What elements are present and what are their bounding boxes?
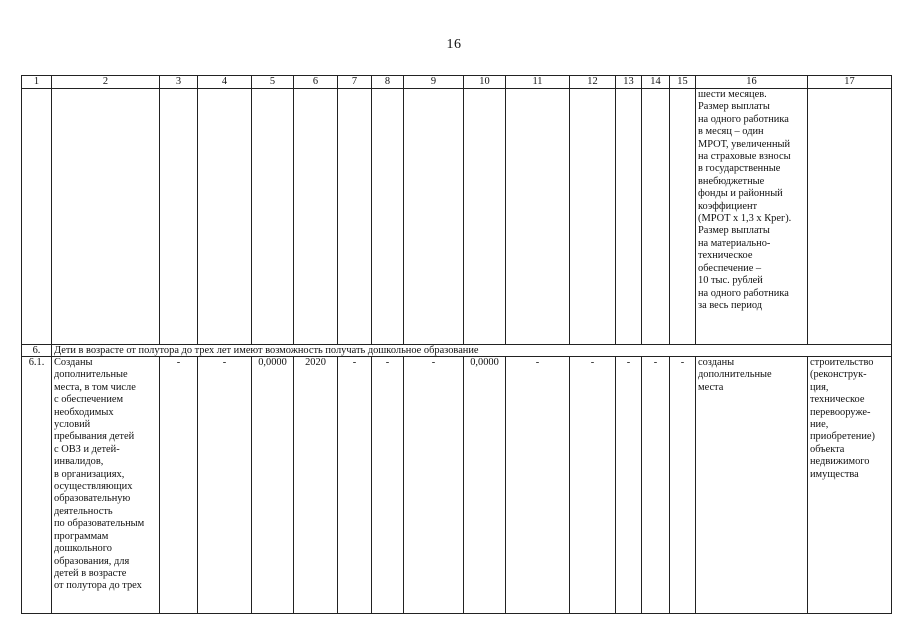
table-cell (570, 89, 616, 345)
result-characteristic: созданы дополнительные места (696, 357, 808, 614)
column-number: 15 (670, 76, 696, 89)
column-number: 4 (198, 76, 252, 89)
value-cell: - (670, 357, 696, 614)
value-cell: 0,0000 (464, 357, 506, 614)
table-cell (464, 89, 506, 345)
table-cell (404, 89, 464, 345)
column-number: 10 (464, 76, 506, 89)
page-number: 16 (446, 37, 462, 52)
value-cell: - (372, 357, 404, 614)
table-cell (294, 89, 338, 345)
column-number: 14 (642, 76, 670, 89)
value-cell: - (616, 357, 642, 614)
table-cell (52, 89, 160, 345)
table-cell (338, 89, 372, 345)
table-cell (252, 89, 294, 345)
column-number: 3 (160, 76, 198, 89)
value-cell: - (570, 357, 616, 614)
column-number: 7 (338, 76, 372, 89)
table-cell (160, 89, 198, 345)
row-number: 6.1. (22, 357, 52, 614)
value-cell: - (642, 357, 670, 614)
column-number: 8 (372, 76, 404, 89)
table-cell (670, 89, 696, 345)
section-row (22, 345, 892, 357)
value-cell: - (506, 357, 570, 614)
continuation-row (22, 89, 892, 345)
table-cell (22, 89, 52, 345)
year-cell: 2020 (294, 357, 338, 614)
result-description: Созданы дополнительные места, в том числе с обеспечением необходимых условий пребывания детей с ОВЗ и детей- инвалидов, в организациях, осуществляющих образовательную деятельность по образовательным программам дошкольного образования, для детей в возрасте от полутора до трех (52, 357, 160, 614)
table-cell (642, 89, 670, 345)
document-table (21, 75, 892, 614)
section-title: Дети в возрасте от полутора до трех лет имеют возможность получать дошкольное образование (52, 345, 892, 357)
value-cell: - (160, 357, 198, 614)
value-cell: - (198, 357, 252, 614)
column-number: 13 (616, 76, 642, 89)
table-cell (198, 89, 252, 345)
column-number: 1 (22, 76, 52, 89)
column-number: 5 (252, 76, 294, 89)
column-number: 12 (570, 76, 616, 89)
result-type: строительство (реконструк- ция, техническое перевооруже- ние, приобретение) объекта недвижимого имущества (808, 357, 892, 614)
column-number: 17 (808, 76, 892, 89)
table-cell (808, 89, 892, 345)
value-cell: 0,0000 (252, 357, 294, 614)
table-cell (616, 89, 642, 345)
column-number: 11 (506, 76, 570, 89)
column-number: 6 (294, 76, 338, 89)
column-number: 2 (52, 76, 160, 89)
table-cell (506, 89, 570, 345)
value-cell: - (404, 357, 464, 614)
value-cell: - (338, 357, 372, 614)
section-number: 6. (22, 345, 52, 357)
column-number: 16 (696, 76, 808, 89)
table-cell (372, 89, 404, 345)
column-number: 9 (404, 76, 464, 89)
column-number-row (22, 76, 892, 89)
payment-description-text: шести месяцев. Размер выплаты на одного работника в месяц – один МРОТ, увеличенный на страховые взносы в государственные внебюджетные фонды и районный коэффициент (МРОТ х 1,3 х Крег). Размер выплаты на материально- техническое обеспечение – 10 тыс. рублей на одного работника за весь период (696, 89, 808, 345)
table-row (22, 357, 892, 614)
